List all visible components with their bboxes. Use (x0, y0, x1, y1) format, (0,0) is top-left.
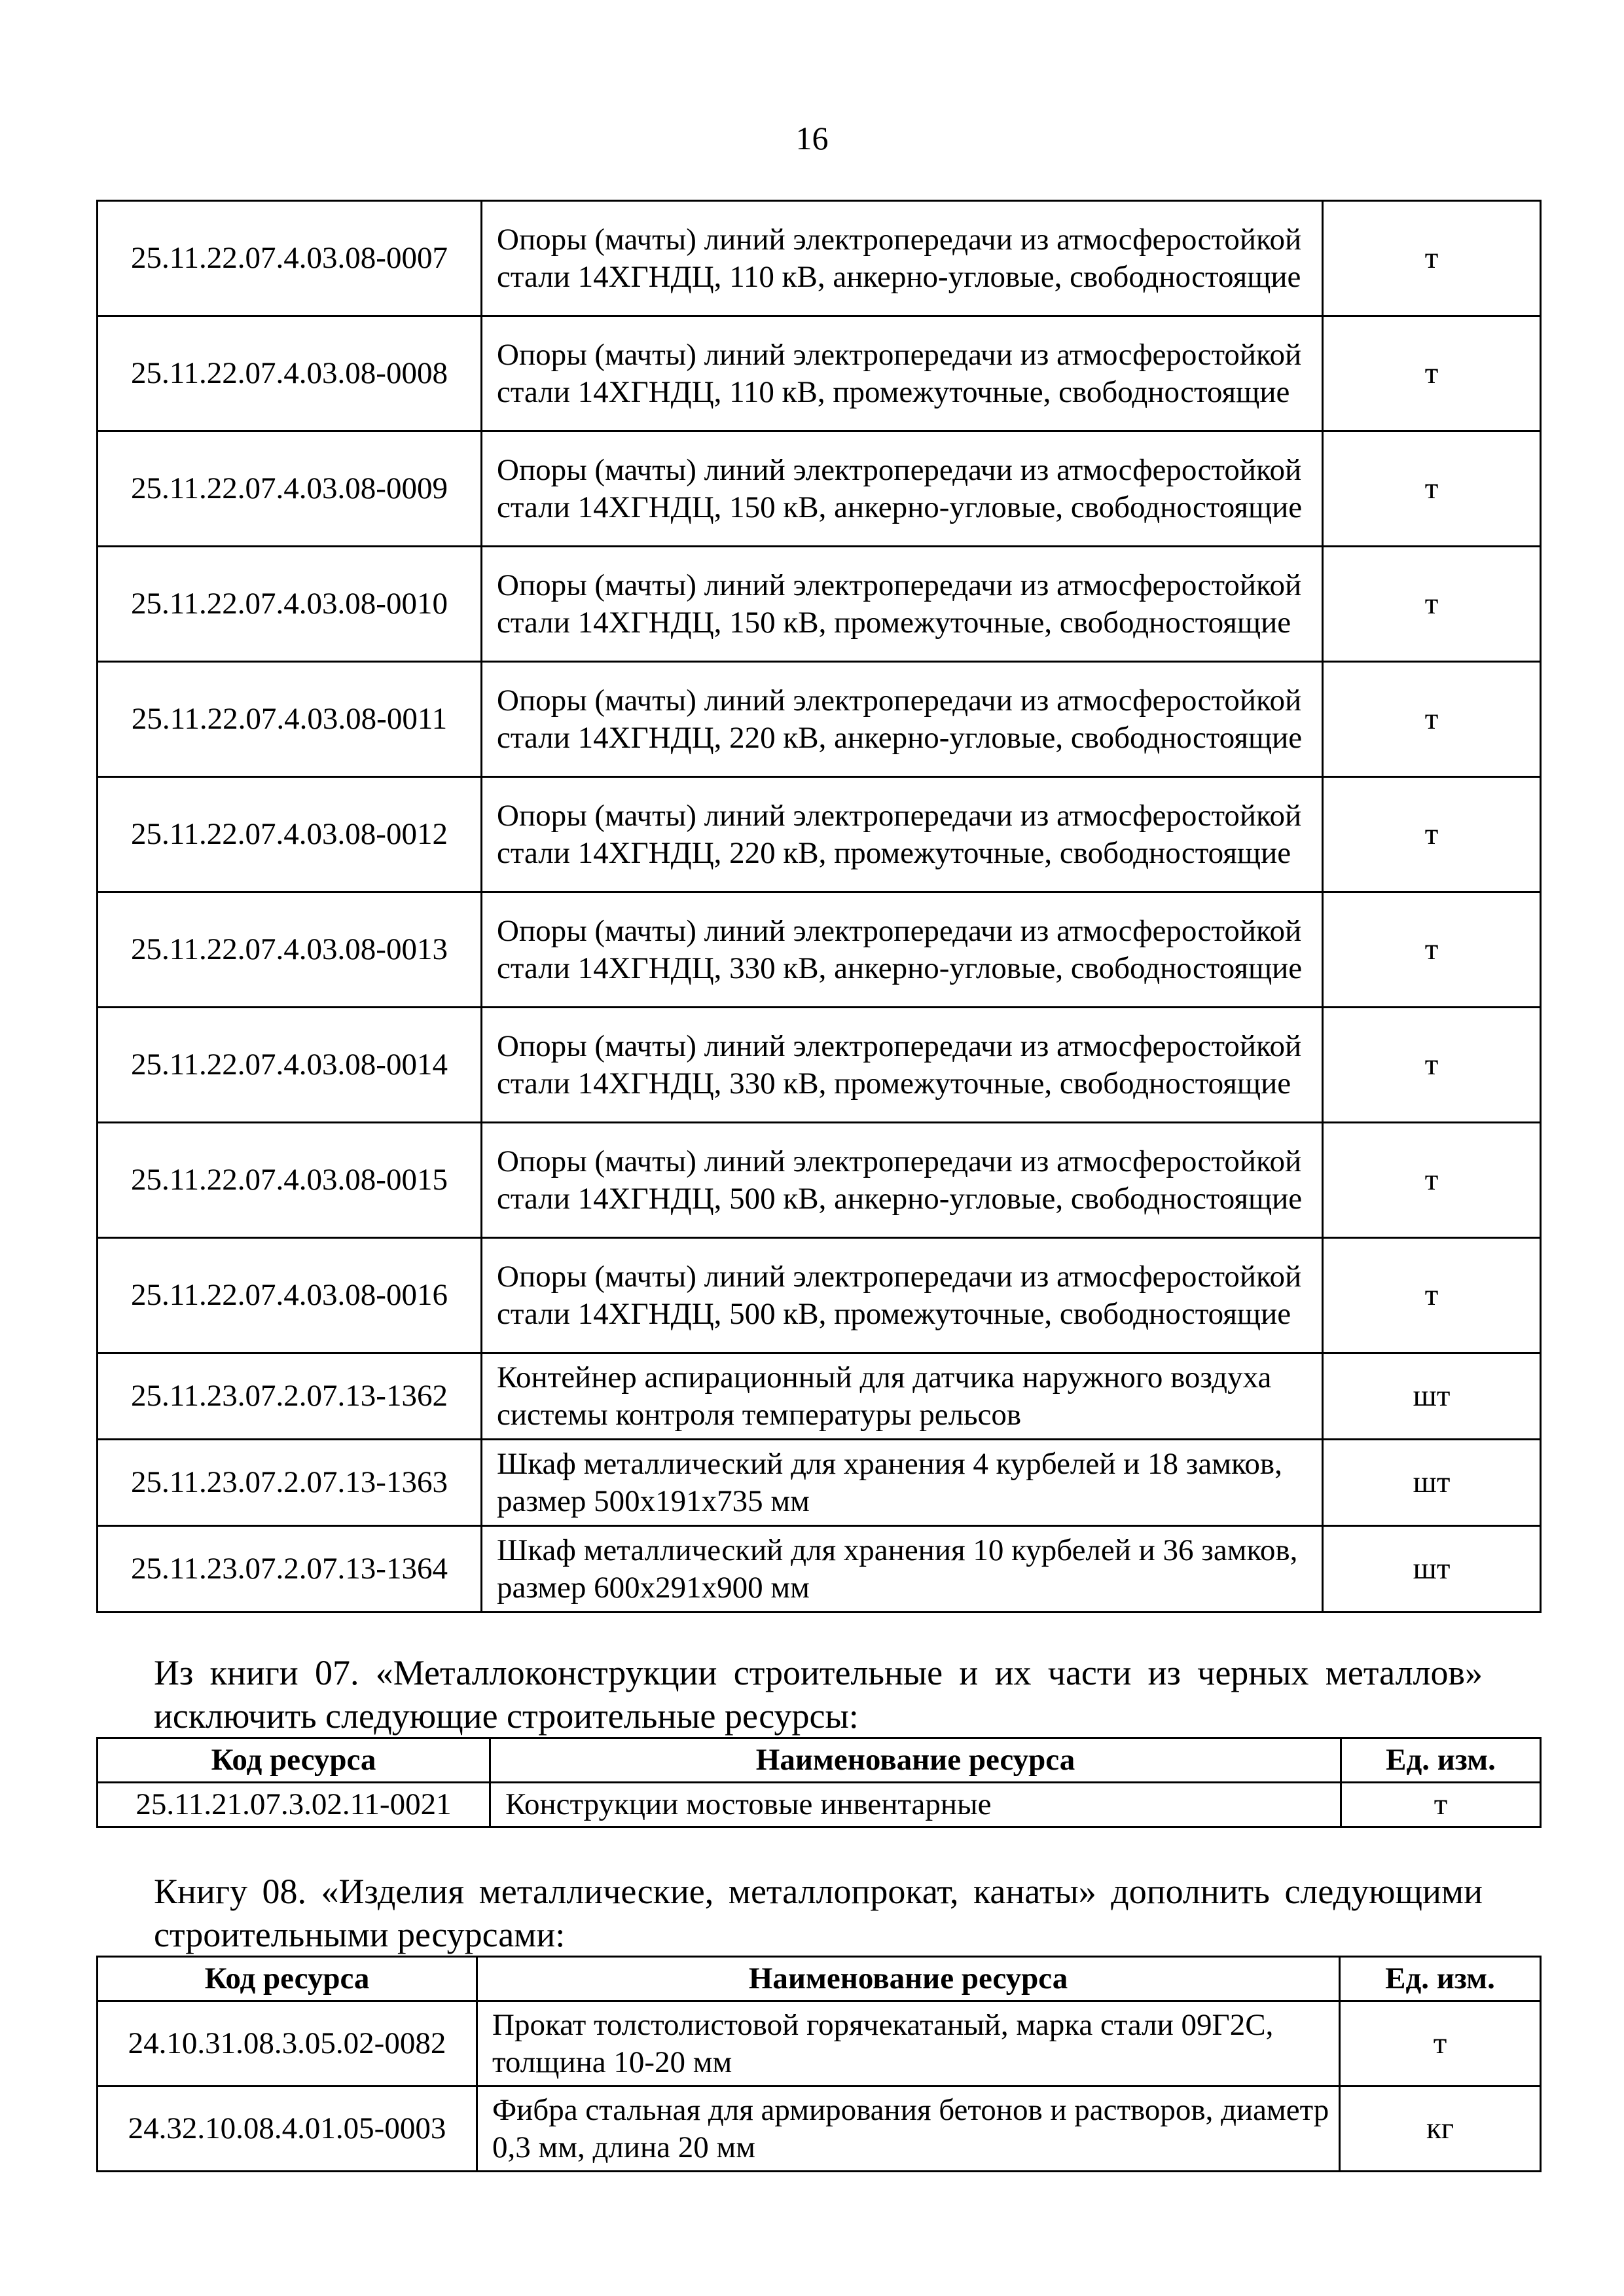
resource-unit: т (1323, 547, 1541, 662)
resource-code: 25.11.22.07.4.03.08-0016 (98, 1238, 482, 1353)
added-resources-table (96, 1956, 1542, 2172)
resource-name: Шкаф металлический для хранения 10 курбелей и 36 замков, размер 600х291х900 мм (482, 1526, 1323, 1613)
table-row (98, 1526, 1541, 1613)
table-header-row (98, 1738, 1541, 1783)
header-code: Код ресурса (98, 1738, 490, 1783)
resource-name: Шкаф металлический для хранения 4 курбелей и 18 замков, размер 500х191х735 мм (482, 1440, 1323, 1526)
excluded-resources-table (96, 1737, 1542, 1828)
resource-code: 25.11.22.07.4.03.08-0009 (98, 431, 482, 547)
resource-code: 25.11.22.07.4.03.08-0007 (98, 201, 482, 316)
page-number: 16 (795, 120, 829, 156)
resource-unit: т (1340, 2001, 1541, 2086)
resource-name: Опоры (мачты) линий электропередачи из атмосферостойкой стали 14ХГНДЦ, 110 кВ, анкерно-угловые, свободностоящие (482, 201, 1323, 316)
resource-code: 25.11.22.07.4.03.08-0012 (98, 777, 482, 892)
resources-table-continued (96, 200, 1542, 1613)
resource-unit: т (1323, 1008, 1541, 1123)
table-row (98, 2086, 1541, 2172)
table-row (98, 662, 1541, 777)
table-row (98, 1783, 1541, 1827)
table-row (98, 547, 1541, 662)
table-row (98, 1353, 1541, 1440)
table-row (98, 1123, 1541, 1238)
header-unit: Ед. изм. (1341, 1738, 1541, 1783)
resource-unit: т (1323, 662, 1541, 777)
resource-unit: т (1323, 777, 1541, 892)
resource-name: Опоры (мачты) линий электропередачи из атмосферостойкой стали 14ХГНДЦ, 330 кВ, анкерно-угловые, свободностоящие (482, 892, 1323, 1008)
table-row (98, 1238, 1541, 1353)
table-row (98, 1440, 1541, 1526)
table-row (98, 777, 1541, 892)
resource-name: Опоры (мачты) линий электропередачи из атмосферостойкой стали 14ХГНДЦ, 220 кВ, анкерно-угловые, свободностоящие (482, 662, 1323, 777)
table-row (98, 1008, 1541, 1123)
resource-name: Опоры (мачты) линий электропередачи из атмосферостойкой стали 14ХГНДЦ, 150 кВ, промежуточные, свободностоящие (482, 547, 1323, 662)
header-name: Наименование ресурса (490, 1738, 1341, 1783)
resource-unit: шт (1323, 1353, 1541, 1440)
resource-name: Опоры (мачты) линий электропередачи из атмосферостойкой стали 14ХГНДЦ, 500 кВ, анкерно-угловые, свободностоящие (482, 1123, 1323, 1238)
resource-name: Прокат толстолистовой горячекатаный, марка стали 09Г2С, толщина 10-20 мм (477, 2001, 1340, 2086)
resource-name: Опоры (мачты) линий электропередачи из атмосферостойкой стали 14ХГНДЦ, 500 кВ, промежуточные, свободностоящие (482, 1238, 1323, 1353)
table-header-row (98, 1957, 1541, 2001)
resource-code: 25.11.22.07.4.03.08-0008 (98, 316, 482, 431)
resource-unit: шт (1323, 1526, 1541, 1613)
resource-name: Конструкции мостовые инвентарные (490, 1783, 1341, 1827)
resource-code: 25.11.22.07.4.03.08-0013 (98, 892, 482, 1008)
table-row (98, 316, 1541, 431)
resource-unit: т (1341, 1783, 1541, 1827)
table-row (98, 431, 1541, 547)
resource-name: Опоры (мачты) линий электропередачи из атмосферостойкой стали 14ХГНДЦ, 330 кВ, промежуточные, свободностоящие (482, 1008, 1323, 1123)
header-unit: Ед. изм. (1340, 1957, 1541, 2001)
resource-unit: т (1323, 316, 1541, 431)
resource-name: Контейнер аспирационный для датчика наружного воздуха системы контроля температуры рельсов (482, 1353, 1323, 1440)
resource-code: 25.11.23.07.2.07.13-1362 (98, 1353, 482, 1440)
resource-code: 25.11.22.07.4.03.08-0014 (98, 1008, 482, 1123)
resource-unit: т (1323, 1238, 1541, 1353)
resource-code: 24.10.31.08.3.05.02-0082 (98, 2001, 477, 2086)
table-row (98, 892, 1541, 1008)
resource-code: 25.11.22.07.4.03.08-0010 (98, 547, 482, 662)
resource-code: 25.11.21.07.3.02.11-0021 (98, 1783, 490, 1827)
section-intro-book-08: Книгу 08. «Изделия металлические, металлопрокат, канаты» дополнить следующими строительными ресурсами: (154, 1872, 1483, 1954)
resource-name: Фибра стальная для армирования бетонов и растворов, диаметр 0,3 мм, длина 20 мм (477, 2086, 1340, 2172)
resource-code: 25.11.23.07.2.07.13-1364 (98, 1526, 482, 1613)
table-row (98, 2001, 1541, 2086)
header-code: Код ресурса (98, 1957, 477, 2001)
resource-name: Опоры (мачты) линий электропередачи из атмосферостойкой стали 14ХГНДЦ, 150 кВ, анкерно-угловые, свободностоящие (482, 431, 1323, 547)
resource-code: 25.11.23.07.2.07.13-1363 (98, 1440, 482, 1526)
resource-unit: кг (1340, 2086, 1541, 2172)
resource-code: 25.11.22.07.4.03.08-0015 (98, 1123, 482, 1238)
resource-unit: т (1323, 431, 1541, 547)
resource-unit: шт (1323, 1440, 1541, 1526)
table-row (98, 201, 1541, 316)
header-name: Наименование ресурса (477, 1957, 1340, 2001)
resource-name: Опоры (мачты) линий электропередачи из атмосферостойкой стали 14ХГНДЦ, 110 кВ, промежуточные, свободностоящие (482, 316, 1323, 431)
section-intro-book-07: Из книги 07. «Металлоконструкции строительные и их части из черных металлов» исключить следующие строительные ресурсы: (154, 1653, 1483, 1736)
resource-unit: т (1323, 1123, 1541, 1238)
resource-code: 25.11.22.07.4.03.08-0011 (98, 662, 482, 777)
resource-unit: т (1323, 201, 1541, 316)
resource-unit: т (1323, 892, 1541, 1008)
resource-code: 24.32.10.08.4.01.05-0003 (98, 2086, 477, 2172)
resource-name: Опоры (мачты) линий электропередачи из атмосферостойкой стали 14ХГНДЦ, 220 кВ, промежуточные, свободностоящие (482, 777, 1323, 892)
